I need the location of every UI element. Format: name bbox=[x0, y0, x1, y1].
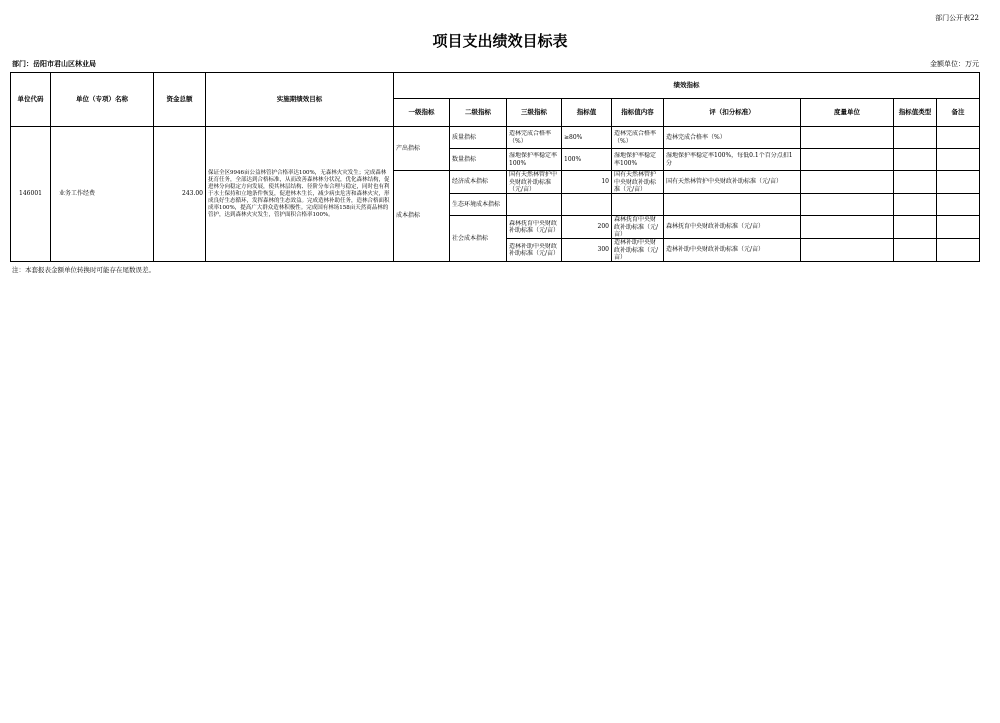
remark-cell bbox=[937, 239, 980, 262]
level2-cell: 经济成本指标 bbox=[450, 171, 507, 194]
level3-cell: 造林补助中央财政补助标准（元/亩） bbox=[507, 239, 562, 262]
measure-unit-cell bbox=[801, 239, 894, 262]
scoring-cell: 森林抚育中央财政补助标准（元/亩） bbox=[664, 216, 801, 239]
value-content-cell bbox=[612, 194, 664, 216]
scoring-cell bbox=[664, 194, 801, 216]
header-target: 实施期绩效目标 bbox=[206, 73, 394, 127]
value-content-cell: 造林补助中央财政补助标准（元/亩） bbox=[612, 239, 664, 262]
value-type-cell bbox=[894, 239, 937, 262]
remark-cell bbox=[937, 127, 980, 149]
header-scoring: 评（扣分标准） bbox=[664, 99, 801, 127]
scoring-cell: 湿地保护率稳定率100%，每低0.1个百分点扣1分 bbox=[664, 149, 801, 171]
header-value-type: 指标值类型 bbox=[894, 99, 937, 127]
header-level3: 三级指标 bbox=[507, 99, 562, 127]
value-content-cell: 造林完成合格率（%） bbox=[612, 127, 664, 149]
level3-cell: 森林抚育中央财政补助标准（元/亩） bbox=[507, 216, 562, 239]
header-measure-unit: 度量单位 bbox=[801, 99, 894, 127]
performance-table bbox=[10, 72, 980, 262]
level3-cell: 造林完成合格率（%） bbox=[507, 127, 562, 149]
value-cell: 300 bbox=[562, 239, 612, 262]
level2-cell: 生态环境成本指标 bbox=[450, 194, 507, 216]
value-content-cell: 国有天然林管护中央财政补助标准（元/亩） bbox=[612, 171, 664, 194]
measure-unit-cell bbox=[801, 127, 894, 149]
remark-cell bbox=[937, 149, 980, 171]
value-type-cell bbox=[894, 171, 937, 194]
value-cell: 10 bbox=[562, 171, 612, 194]
value-cell: 100% bbox=[562, 149, 612, 171]
measure-unit-cell bbox=[801, 171, 894, 194]
measure-unit-cell bbox=[801, 149, 894, 171]
total-funds-cell: 243.00 bbox=[154, 127, 206, 262]
remark-cell bbox=[937, 171, 980, 194]
remark-cell bbox=[937, 194, 980, 216]
value-type-cell bbox=[894, 216, 937, 239]
measure-unit-cell bbox=[801, 194, 894, 216]
table-row bbox=[11, 127, 980, 149]
scoring-cell: 造林补助中央财政补助标准（元/亩） bbox=[664, 239, 801, 262]
level3-cell: 国有天然林管护中央财政补助标准（元/亩） bbox=[507, 171, 562, 194]
level3-cell bbox=[507, 194, 562, 216]
measure-unit-cell bbox=[801, 216, 894, 239]
value-type-cell bbox=[894, 194, 937, 216]
value-content-cell: 森林抚育中央财政补助标准（元/亩） bbox=[612, 216, 664, 239]
header-level1: 一级指标 bbox=[394, 99, 450, 127]
value-cell bbox=[562, 194, 612, 216]
header-total-funds: 资金总额 bbox=[154, 73, 206, 127]
level3-cell: 湿地保护率稳定率100% bbox=[507, 149, 562, 171]
value-type-cell bbox=[894, 149, 937, 171]
department-label: 部门：岳阳市君山区林业局 bbox=[12, 59, 96, 68]
header-unit-name: 单位（专项）名称 bbox=[51, 73, 154, 127]
header-remark: 备注 bbox=[937, 99, 980, 127]
level1-cell: 成本指标 bbox=[394, 171, 450, 262]
level2-cell: 质量指标 bbox=[450, 127, 507, 149]
level2-cell: 社会成本指标 bbox=[450, 216, 507, 262]
footer-note: 注：本套报表金额单位转换时可能存在尾数误差。 bbox=[12, 266, 155, 274]
scoring-cell: 造林完成合格率（%） bbox=[664, 127, 801, 149]
scoring-cell: 国有天然林管护中央财政补助标准（元/亩） bbox=[664, 171, 801, 194]
value-content-cell: 湿地保护率稳定率100% bbox=[612, 149, 664, 171]
header-indicators: 绩效指标 bbox=[394, 73, 980, 99]
report-number: 部门公开表22 bbox=[935, 14, 979, 22]
page-title: 项目支出绩效目标表 bbox=[432, 32, 568, 50]
header-level2: 二级指标 bbox=[450, 99, 507, 127]
value-type-cell bbox=[894, 127, 937, 149]
level1-cell: 产出指标 bbox=[394, 127, 450, 171]
unit-name-cell: 业务工作经费 bbox=[51, 127, 154, 262]
target-cell: 保证全区9946亩公益林管护合格率达100%，无森林火灾发生；完成森林抚育任务，全部达到合格标准，从而改善森林林分状况，优化森林结构，促进林分向稳定方向发展，使其林层结构、径阶分布合理与稳定，同时也有利于水土保持和立地条件恢复，促进林木生长，减少病虫危害和森林火灾，形成良好生态循环，发挥森林的生态效益。完成造林补助任务，造林合格面积成率100%，提高广大群众造林积极性。完成国有林场158亩天然商品林的管护，达到森林火灾发生，管护面积合格率100%。 bbox=[206, 127, 394, 262]
header-value-content: 指标值内容 bbox=[612, 99, 664, 127]
value-cell: 200 bbox=[562, 216, 612, 239]
unit-code-cell: 146001 bbox=[11, 127, 51, 262]
amount-unit-label: 金额单位：万元 bbox=[930, 60, 979, 68]
remark-cell bbox=[937, 216, 980, 239]
level2-cell: 数量指标 bbox=[450, 149, 507, 171]
header-unit-code: 单位代码 bbox=[11, 73, 51, 127]
header-value: 指标值 bbox=[562, 99, 612, 127]
value-cell: ≥80% bbox=[562, 127, 612, 149]
